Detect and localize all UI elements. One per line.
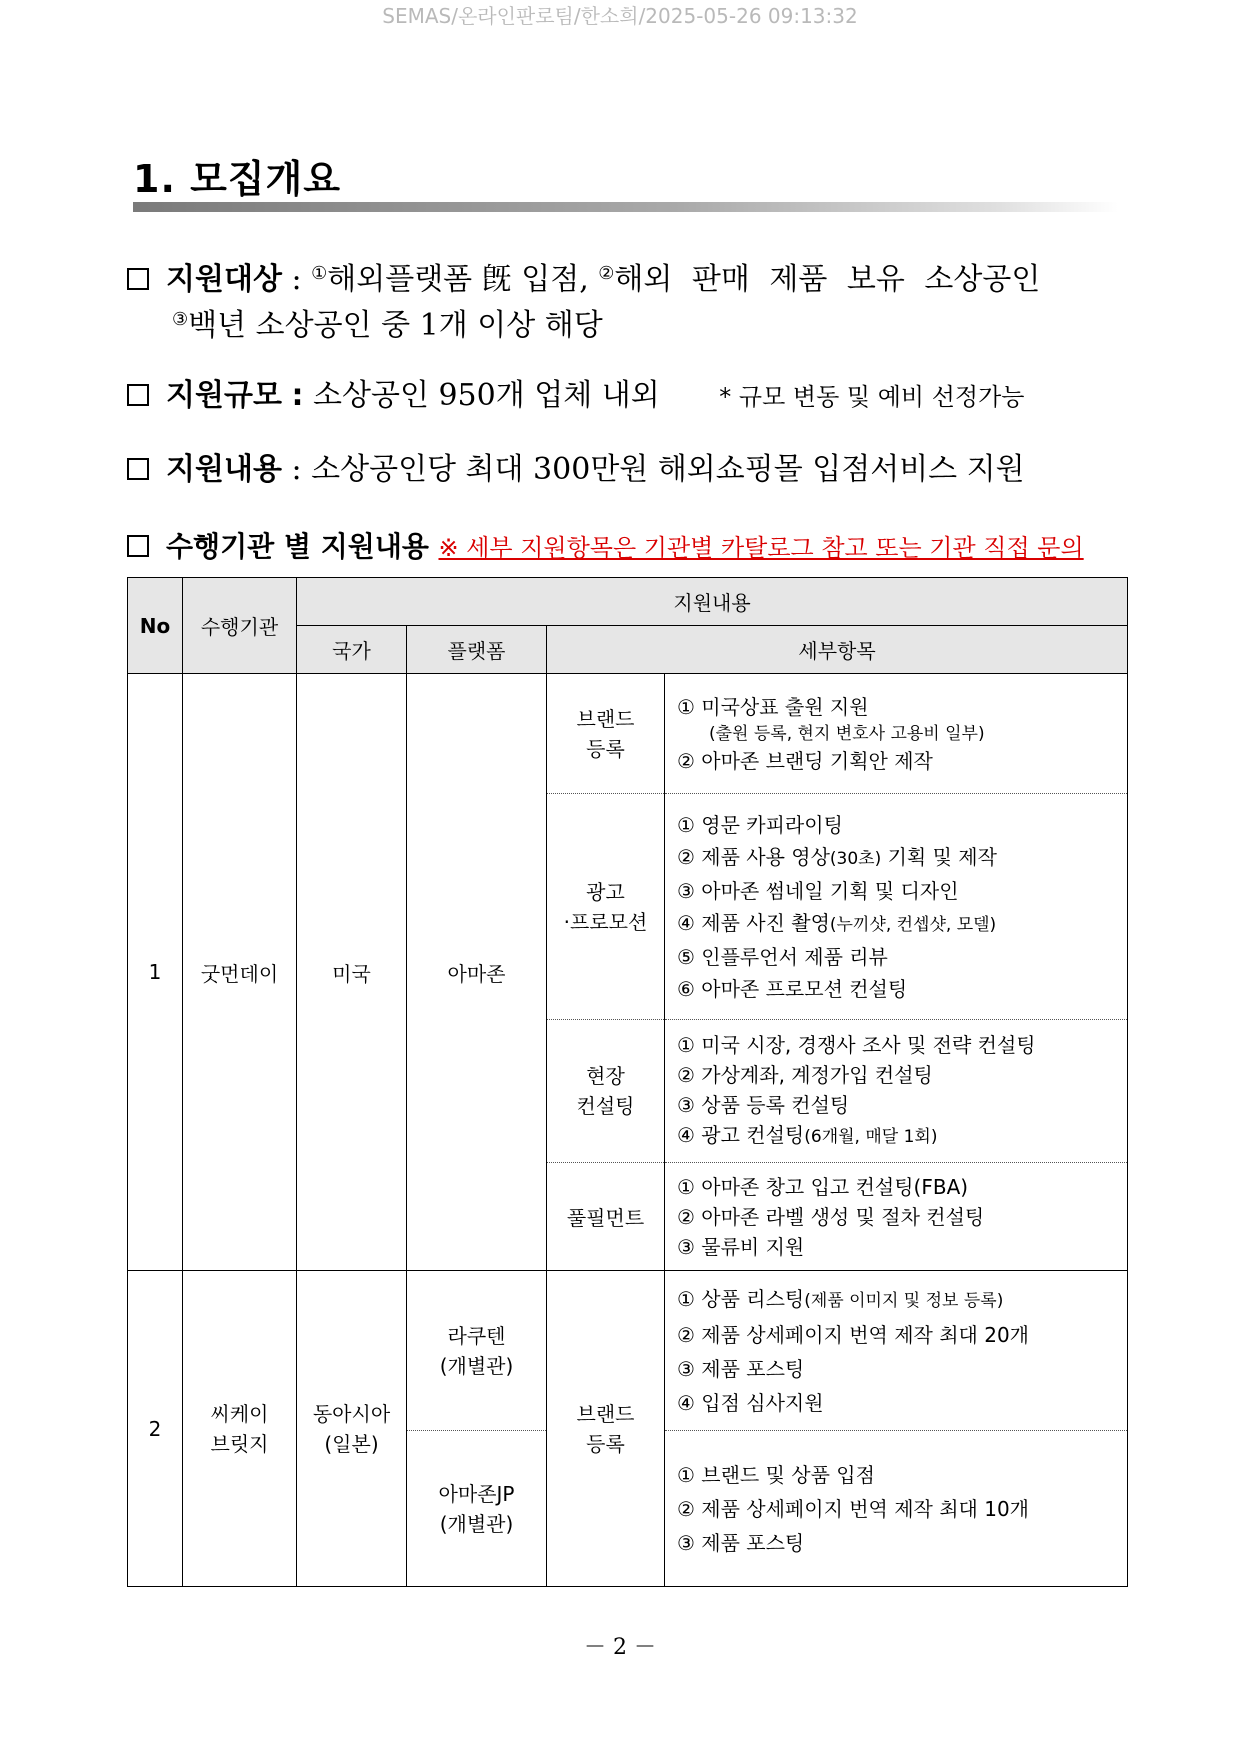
- row1-detail-3: [665, 1020, 1128, 1163]
- checkbox-icon: [127, 535, 149, 557]
- row1-category-4: [547, 1163, 665, 1271]
- detail-small: (누끼샷, 컨셉샷, 모델): [829, 914, 997, 935]
- checkbox-icon: [127, 458, 149, 480]
- row1-country: 미국: [297, 674, 407, 1271]
- row1-agency: 굿먼데이: [183, 674, 297, 1271]
- detail-line: ④ 입점 심사지원: [677, 1390, 824, 1415]
- detail-small: (제품 이미지 및 정보 등록): [804, 1290, 1004, 1311]
- header-detail: 세부항목: [547, 626, 1128, 674]
- agency-line: 브릿지: [210, 1431, 269, 1456]
- detail-text: ① 상품 리스팅: [677, 1286, 805, 1311]
- header-support: 지원내용: [297, 578, 1128, 626]
- row2-platform-2: [407, 1431, 547, 1587]
- detail-line: ① 미국 시장, 경쟁사 조사 및 전략 컨설팅: [677, 1033, 1036, 1057]
- row1-category-3: [547, 1020, 665, 1163]
- detail-line: ① 아마존 창고 입고 컨설팅(FBA): [677, 1174, 969, 1199]
- detail-small: (30초): [829, 848, 882, 869]
- category-line: 광고: [586, 879, 625, 904]
- detail-line: ② 제품 상세페이지 번역 제작 최대 10개: [677, 1496, 1030, 1521]
- detail-text: ② 제품 사용 영상: [677, 844, 830, 869]
- detail-small: (6개월, 매달 1회): [804, 1127, 938, 1147]
- header-no: No: [128, 578, 183, 674]
- header-country: 국가: [297, 626, 407, 674]
- scale-note: * 규모 변동 및 예비 선정가능: [719, 383, 1025, 411]
- row2-detail-1: [665, 1271, 1128, 1431]
- target-sep: :: [291, 262, 302, 297]
- detail-line: (출원 등록, 현지 변호사 고용비 일부): [709, 723, 985, 744]
- row2-agency: [183, 1271, 297, 1587]
- detail-line: ③ 아마존 썸네일 기획 및 디자인: [677, 878, 959, 903]
- content-text: 소상공인당 최대 300만원 해외쇼핑몰 입점서비스 지원: [311, 452, 1025, 487]
- category-line: 컨설팅: [576, 1094, 635, 1118]
- title-underline: [133, 202, 1118, 212]
- detail-line: ② 아마존 브랜딩 기획안 제작: [677, 748, 933, 773]
- table-header-row-1: [128, 578, 1128, 626]
- by-agency-label: 수행기관 별 지원내용: [166, 530, 429, 563]
- category-line: 브랜드: [576, 1401, 635, 1426]
- detail-line: [677, 1282, 1127, 1318]
- agency-line: 씨케이: [210, 1401, 269, 1426]
- row1-no: 1: [128, 674, 183, 1271]
- circled-2: ②: [598, 263, 615, 284]
- content-label: 지원내용: [166, 452, 282, 487]
- platform-line: (개별관): [439, 1511, 514, 1536]
- row2-no: 2: [128, 1271, 183, 1587]
- content-item: [127, 447, 1025, 493]
- watermark: SEMAS/온라인판로팀/한소희/2025-05-26 09:13:32: [382, 4, 858, 28]
- detail-line: ① 미국상표 출원 지원: [677, 694, 869, 719]
- row2-platform-1: [407, 1271, 547, 1431]
- scale-item: [127, 373, 1024, 420]
- detail-line: [677, 841, 1127, 875]
- table-row: [128, 674, 1128, 794]
- detail-line: ③ 제품 포스팅: [677, 1356, 805, 1381]
- target-text-2: 해외 판매 제품 보유 소상공인: [614, 262, 1041, 297]
- target-item: [127, 251, 1040, 303]
- row2-category: [547, 1271, 665, 1587]
- detail-line: ⑥ 아마존 프로모션 컨설팅: [677, 976, 908, 1001]
- target-label: 지원대상: [166, 262, 282, 297]
- category-line: 브랜드: [576, 706, 635, 731]
- category-line: 등록: [586, 1431, 625, 1456]
- detail-line: ⑤ 인플루언서 제품 리뷰: [677, 944, 888, 969]
- detail-line: ② 제품 상세페이지 번역 제작 최대 20개: [677, 1322, 1030, 1347]
- row1-category-1: [547, 674, 665, 794]
- support-table: [127, 577, 1128, 1587]
- detail-line: ③ 물류비 지원: [677, 1234, 805, 1259]
- row2-detail-2: [665, 1431, 1128, 1587]
- checkbox-icon: [127, 384, 149, 406]
- circled-1: ①: [311, 263, 328, 284]
- target-text-3: 백년 소상공인 중 1개 이상 해당: [188, 308, 603, 343]
- scale-label: 지원규모: [166, 378, 282, 413]
- detail-text: ④ 광고 컨설팅: [677, 1123, 805, 1147]
- detail-text: ④ 제품 사진 촬영: [677, 910, 830, 935]
- category-line: ·프로모션: [563, 909, 648, 934]
- header-platform: 플랫폼: [407, 626, 547, 674]
- checkbox-icon: [127, 268, 149, 290]
- platform-line: 아마존JP: [438, 1481, 515, 1506]
- category-line: 등록: [586, 736, 625, 761]
- detail-line: ③ 상품 등록 컨설팅: [677, 1093, 850, 1117]
- target-item-line2: [172, 297, 603, 349]
- detail-line: ① 영문 카피라이팅: [677, 812, 843, 837]
- country-line: 동아시아: [312, 1401, 391, 1426]
- row1-detail-2: [665, 794, 1128, 1020]
- scale-text: 소상공인 950개 업체 내외: [313, 378, 660, 413]
- category-line: 현장: [586, 1064, 625, 1088]
- detail-line: ② 아마존 라벨 생성 및 절차 컨설팅: [677, 1204, 985, 1229]
- platform-line: 라쿠텐: [447, 1323, 506, 1348]
- category-line: 풀필먼트: [566, 1206, 645, 1230]
- row1-detail-1: [665, 674, 1128, 794]
- circled-3: ③: [172, 309, 189, 330]
- page-number: － 2 －: [584, 1635, 656, 1660]
- row2-country: [297, 1271, 407, 1587]
- detail-line: [677, 1120, 1127, 1152]
- detail-line: ③ 제품 포스팅: [677, 1530, 805, 1555]
- content-sep: :: [291, 452, 302, 487]
- target-text-1: 해외플랫폼 旣 입점,: [327, 262, 599, 297]
- table-row: [128, 1271, 1128, 1431]
- section-title: 1. 모집개요: [133, 157, 341, 201]
- detail-line: [677, 907, 1127, 941]
- by-agency-item: [127, 524, 1084, 571]
- platform-line: (개별관): [439, 1353, 514, 1378]
- detail-text: 기획 및 제작: [881, 844, 997, 869]
- header-agency: 수행기관: [183, 578, 297, 674]
- detail-line: ① 브랜드 및 상품 입점: [677, 1462, 875, 1487]
- detail-line: ② 가상계좌, 계정가입 컨설팅: [677, 1063, 933, 1087]
- by-agency-note: ※ 세부 지원항목은 기관별 카탈로그 참고 또는 기관 직접 문의: [438, 534, 1084, 562]
- row1-category-2: [547, 794, 665, 1020]
- country-line: (일본): [324, 1431, 379, 1456]
- row1-detail-4: [665, 1163, 1128, 1271]
- row1-platform: 아마존: [407, 674, 547, 1271]
- scale-sep: :: [291, 378, 304, 413]
